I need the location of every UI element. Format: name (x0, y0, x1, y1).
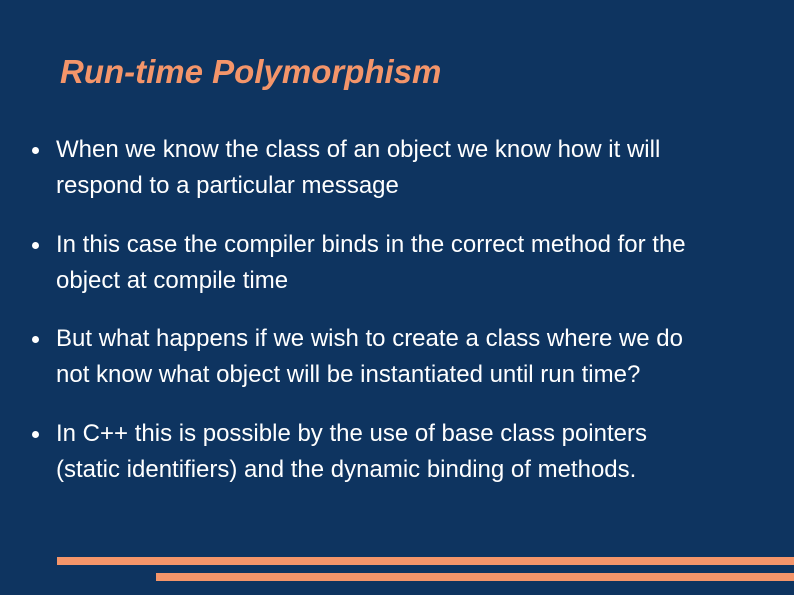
bullet-dot-icon (32, 431, 39, 438)
decorative-bar-top (57, 557, 794, 565)
bullet-dot-icon (32, 242, 39, 249)
bullet-dot-icon (32, 147, 39, 154)
bullet-text: In this case the compiler binds in the correct method for the object at compile time (56, 231, 686, 294)
bullet-text: In C++ this is possible by the use of base class pointers (static identifiers) and the dynamic binding of methods. (56, 420, 647, 483)
slide-title: Run-time Polymorphism (60, 53, 442, 90)
decorative-bar-bottom (156, 573, 794, 581)
bullet-dot-icon (32, 336, 39, 343)
bullet-text: When we know the class of an object we know how it will respond to a particular message (56, 136, 661, 199)
bullet-text: But what happens if we wish to create a class where we do not know what object will be instantiated until run time? (56, 325, 683, 388)
